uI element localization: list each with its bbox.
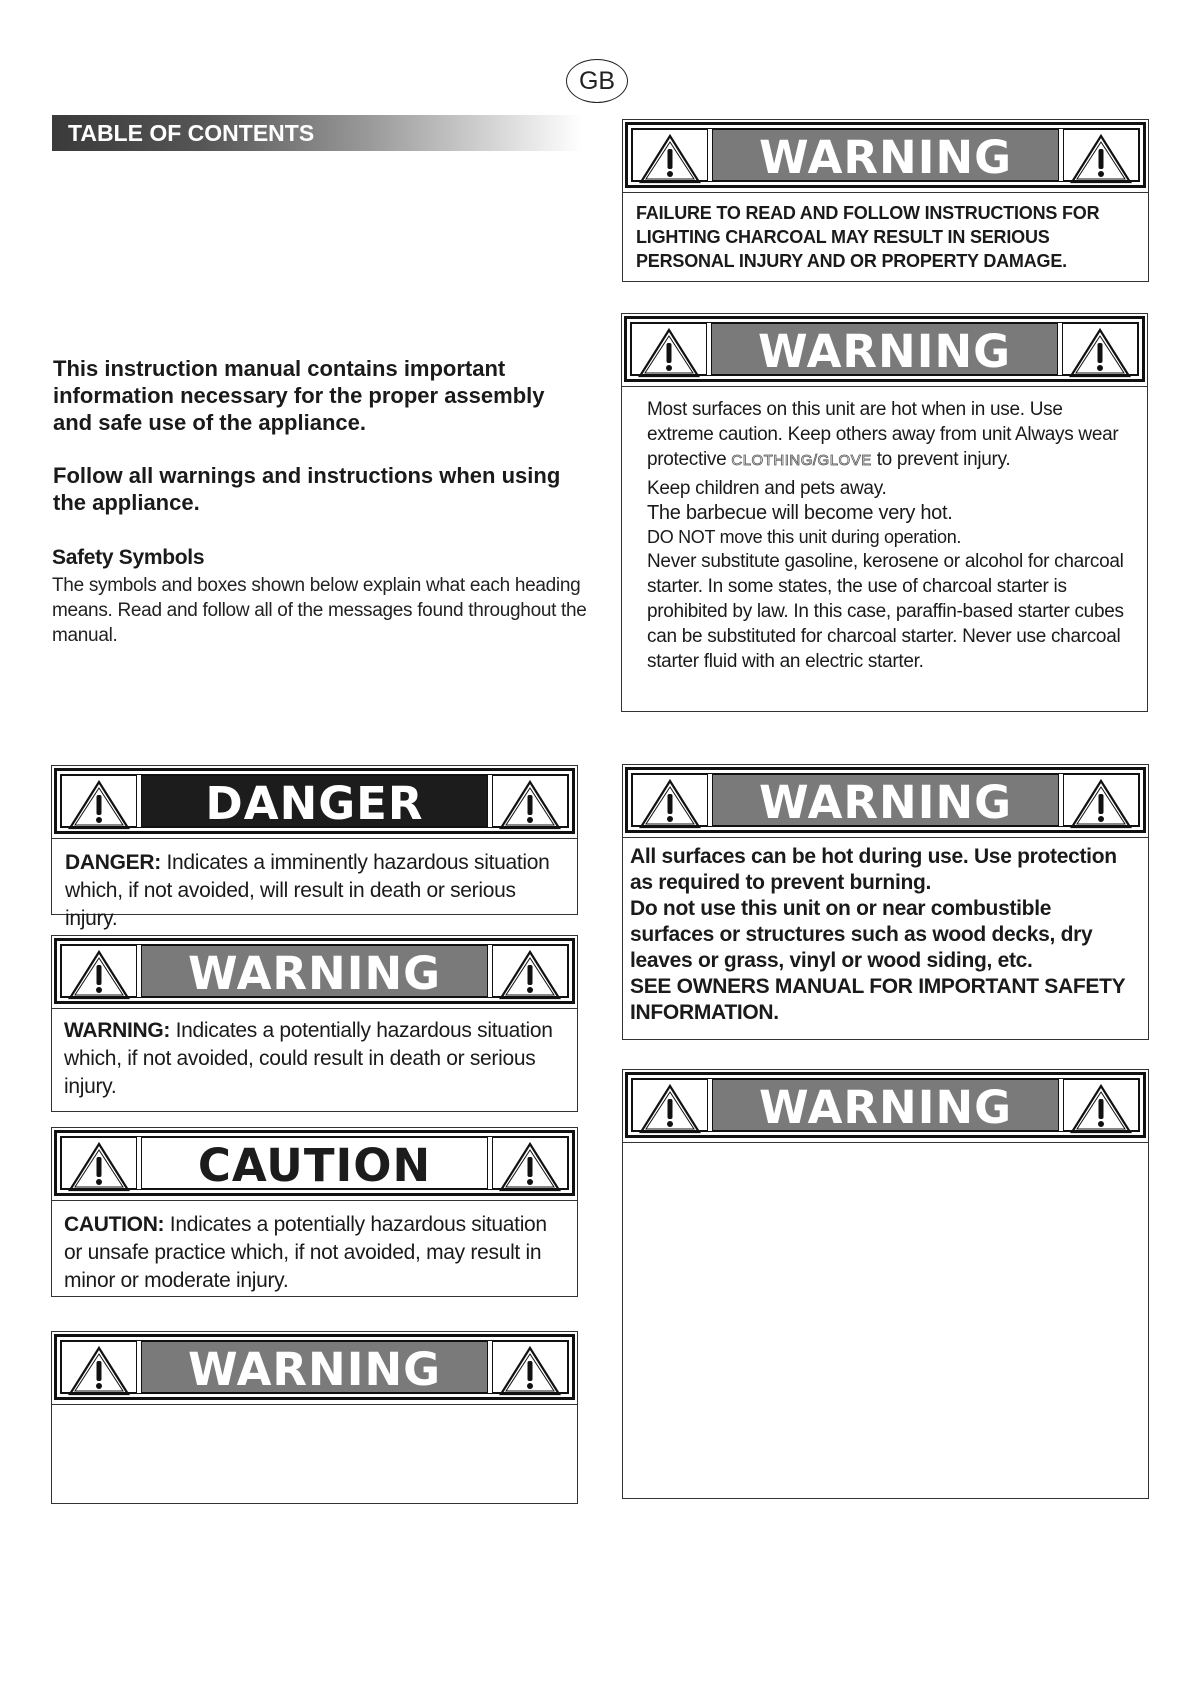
warning-triangle-icon — [492, 775, 568, 827]
warning-definition-box — [51, 935, 578, 1112]
caution-body — [52, 1200, 577, 1296]
caution-label: CAUTION: — [64, 1213, 165, 1236]
warning-empty-title-right: WARNING — [712, 1079, 1059, 1131]
warning-hot-para-3: The barbecue will become very hot. — [647, 502, 953, 524]
danger-header — [54, 768, 575, 834]
warning-empty-title-left: WARNING — [141, 1341, 488, 1393]
warning-triangle-icon — [61, 1341, 137, 1393]
warning-hot-title: WARNING — [711, 323, 1058, 375]
warning-triangle-icon — [61, 1137, 137, 1189]
warning-empty-header-left — [54, 1334, 575, 1400]
warning-triangle-icon — [1063, 774, 1139, 826]
warning-surfaces-para-2: Do not use this unit on or near combustible surfaces or structures such as wood decks, dry leaves or grass, vinyl or wood siding, etc. — [630, 897, 1093, 972]
warning-empty-body-left — [52, 1404, 577, 1503]
warning-hot-body — [622, 386, 1147, 711]
warning-definition-title: WARNING — [141, 945, 488, 997]
warning-triangle-icon — [61, 775, 137, 827]
caution-header — [54, 1130, 575, 1196]
warning-triangle-icon — [1063, 129, 1139, 181]
warning-charcoal-body — [623, 192, 1148, 281]
warning-hot-header — [624, 316, 1145, 382]
danger-title: DANGER — [141, 775, 488, 827]
warning-definition-body — [52, 1008, 577, 1111]
caution-title: CAUTION — [141, 1137, 488, 1189]
warning-triangle-icon — [492, 945, 568, 997]
safety-symbols-heading: Safety Symbols — [52, 546, 205, 569]
warning-hot-para-2: Keep children and pets away. — [647, 478, 887, 499]
warning-definition-text: Indicates a potentially hazardous situation which, if not avoided, could result in death or serious injury. — [64, 1019, 553, 1098]
warning-hot-box — [621, 313, 1148, 712]
warning-surfaces-box — [622, 764, 1149, 1040]
warning-triangle-icon — [492, 1341, 568, 1393]
warning-label: WARNING: — [64, 1019, 171, 1042]
danger-body — [52, 838, 577, 930]
warning-surfaces-para-1: All surfaces can be hot during use. Use protection as required to prevent burning. — [630, 845, 1117, 894]
safety-symbols-description: The symbols and boxes shown below explain what each heading means. Read and follow all of the messages found throughout the manual. — [52, 575, 587, 646]
warning-triangle-icon — [632, 129, 708, 181]
warning-surfaces-title: WARNING — [712, 774, 1059, 826]
warning-empty-header-right — [625, 1072, 1146, 1138]
intro-paragraph-2: Follow all warnings and instructions when using the appliance. — [53, 463, 561, 515]
toc-heading: TABLE OF CONTENTS — [52, 115, 582, 151]
warning-triangle-icon — [631, 323, 707, 375]
warning-hot-para-1: Most surfaces on this unit are hot when in use. Use extreme caution. Keep others away from unit Always wear protective CLOTHING/GLOVE to prevent injury. — [647, 399, 1119, 470]
warning-empty-box-left — [51, 1331, 578, 1504]
intro-paragraph-1: This instruction manual contains important information necessary for the proper assembly and safe use of the appliance. — [53, 356, 545, 435]
warning-empty-body-right — [623, 1142, 1148, 1498]
warning-hot-para-4: DO NOT move this unit during operation. — [647, 527, 962, 547]
warning-triangle-icon — [1062, 323, 1138, 375]
warning-triangle-icon — [61, 945, 137, 997]
warning-empty-box-right — [622, 1069, 1149, 1499]
warning-charcoal-header — [625, 122, 1146, 188]
warning-surfaces-header — [625, 767, 1146, 833]
warning-surfaces-para-3: SEE OWNERS MANUAL FOR IMPORTANT SAFETY INFORMATION. — [630, 975, 1125, 1024]
danger-text: Indicates a imminently hazardous situation which, if not avoided, will result in death or serious injury. — [65, 851, 550, 930]
caution-box — [51, 1127, 578, 1297]
warning-triangle-icon — [632, 1079, 708, 1131]
warning-charcoal-box — [622, 119, 1149, 282]
warning-triangle-icon — [1063, 1079, 1139, 1131]
clothing-glove-outlined-text: CLOTHING/GLOVE — [731, 452, 872, 469]
warning-triangle-icon — [492, 1137, 568, 1189]
language-badge: GB — [566, 59, 628, 103]
warning-charcoal-title: WARNING — [712, 129, 1059, 181]
warning-charcoal-text: FAILURE TO READ AND FOLLOW INSTRUCTIONS FOR LIGHTING CHARCOAL MAY RESULT IN SERIOUS PERSONAL INJURY AND OR PROPERTY DAMAGE. — [636, 203, 1100, 271]
warning-surfaces-body — [623, 837, 1148, 1039]
warning-hot-para-5: Never substitute gasoline, kerosene or alcohol for charcoal starter. In some states, the use of charcoal starter is prohibited by law. In this case, paraffin-based starter cubes can be substituted for charcoal starter. Never use charcoal starter fluid with an electric starter. — [647, 551, 1124, 672]
warning-definition-header — [54, 938, 575, 1004]
danger-box — [51, 765, 578, 930]
danger-label: DANGER: — [65, 851, 161, 874]
caution-text: Indicates a potentially hazardous situation or unsafe practice which, if not avoided, may result in minor or moderate injury. — [64, 1213, 547, 1292]
warning-triangle-icon — [632, 774, 708, 826]
